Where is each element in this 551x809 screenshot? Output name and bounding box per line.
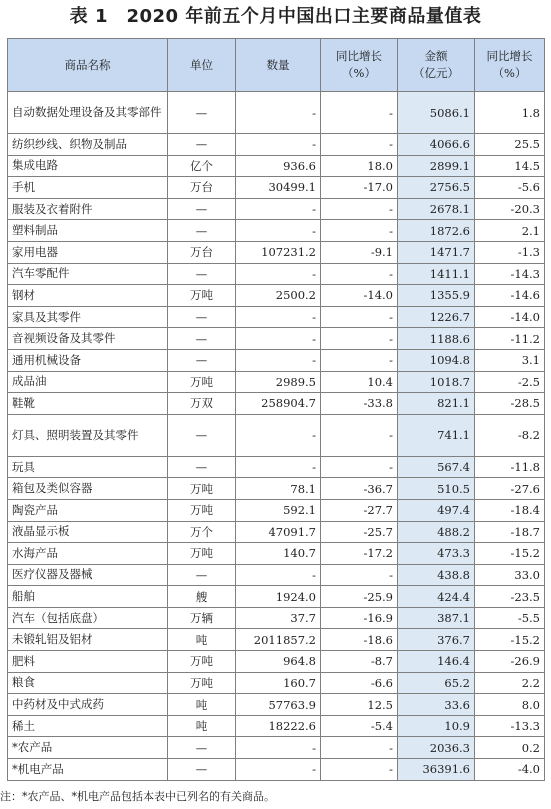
cell-amount: 1872.6 [398, 220, 475, 242]
cell-qty-growth: -5.4 [321, 715, 398, 737]
cell-amount: 510.5 [398, 478, 475, 500]
cell-unit: 吨 [168, 694, 236, 716]
table-row [8, 543, 545, 565]
cell-name: 鞋靴 [8, 393, 168, 415]
cell-quantity: 592.1 [236, 499, 321, 521]
table-row [8, 651, 545, 673]
table-row [8, 694, 545, 716]
table-row [8, 241, 545, 263]
cell-amt-growth: -15.2 [475, 629, 545, 651]
cell-amt-growth: -26.9 [475, 651, 545, 673]
cell-qty-growth: - [321, 134, 398, 156]
cell-quantity: 936.6 [236, 155, 321, 177]
cell-unit: — [168, 414, 236, 456]
cell-unit: — [168, 456, 236, 478]
cell-amt-growth: -27.6 [475, 478, 545, 500]
table-body [8, 92, 545, 781]
cell-amt-growth: 25.5 [475, 134, 545, 156]
cell-qty-growth: - [321, 564, 398, 586]
cell-amt-growth: -14.3 [475, 263, 545, 285]
cell-qty-growth: - [321, 414, 398, 456]
cell-qty-growth: - [321, 737, 398, 759]
cell-amt-growth: -14.0 [475, 306, 545, 328]
cell-quantity: - [236, 198, 321, 220]
cell-name: 玩具 [8, 456, 168, 478]
cell-amount: 1018.7 [398, 371, 475, 393]
table-row [8, 759, 545, 781]
cell-amt-growth: -28.5 [475, 393, 545, 415]
table-row [8, 92, 545, 134]
header-amt-growth [475, 39, 545, 92]
cell-qty-growth: -17.2 [321, 543, 398, 565]
cell-unit: 万吨 [168, 499, 236, 521]
table-row [8, 521, 545, 543]
cell-quantity: 258904.7 [236, 393, 321, 415]
table-row [8, 672, 545, 694]
cell-qty-growth: -14.0 [321, 285, 398, 307]
cell-qty-growth: - [321, 198, 398, 220]
header-qty-growth-line2: （%） [342, 66, 376, 80]
cell-amount: 821.1 [398, 393, 475, 415]
table-row [8, 737, 545, 759]
table-row [8, 134, 545, 156]
cell-amt-growth: -18.7 [475, 521, 545, 543]
cell-qty-growth: - [321, 306, 398, 328]
cell-qty-growth: -27.7 [321, 499, 398, 521]
cell-amount: 376.7 [398, 629, 475, 651]
cell-name: 通用机械设备 [8, 349, 168, 371]
header-amount-line2: （亿元） [413, 66, 459, 80]
cell-quantity: 57763.9 [236, 694, 321, 716]
cell-amount: 4066.6 [398, 134, 475, 156]
table-row [8, 456, 545, 478]
cell-name: 钢材 [8, 285, 168, 307]
cell-quantity: 140.7 [236, 543, 321, 565]
cell-qty-growth: -8.7 [321, 651, 398, 673]
cell-quantity: 78.1 [236, 478, 321, 500]
cell-name: 成品油 [8, 371, 168, 393]
table-row [8, 564, 545, 586]
table-row [8, 393, 545, 415]
table-row [8, 414, 545, 456]
cell-amt-growth: 2.1 [475, 220, 545, 242]
cell-amt-growth: -23.5 [475, 586, 545, 608]
table-row [8, 155, 545, 177]
header-amount [398, 39, 475, 92]
cell-name: 音视频设备及其零件 [8, 328, 168, 350]
cell-qty-growth: -6.6 [321, 672, 398, 694]
cell-quantity: - [236, 306, 321, 328]
cell-unit: 万吨 [168, 651, 236, 673]
table-row [8, 220, 545, 242]
cell-unit: 万吨 [168, 285, 236, 307]
cell-quantity: - [236, 414, 321, 456]
cell-unit: — [168, 349, 236, 371]
cell-quantity: - [236, 759, 321, 781]
cell-qty-growth: - [321, 263, 398, 285]
cell-amount: 497.4 [398, 499, 475, 521]
cell-quantity: - [236, 328, 321, 350]
cell-amt-growth: -4.0 [475, 759, 545, 781]
cell-amount: 2678.1 [398, 198, 475, 220]
cell-amount: 1094.8 [398, 349, 475, 371]
cell-amount: 424.4 [398, 586, 475, 608]
cell-name: 粮食 [8, 672, 168, 694]
cell-name: 中药材及中式成药 [8, 694, 168, 716]
table-row [8, 285, 545, 307]
cell-amount: 2899.1 [398, 155, 475, 177]
cell-amt-growth: -14.6 [475, 285, 545, 307]
cell-qty-growth: -36.7 [321, 478, 398, 500]
cell-quantity: - [236, 349, 321, 371]
cell-qty-growth: - [321, 456, 398, 478]
table-footnote: 注：*农产品、*机电产品包括本表中已列名的有关商品。 [0, 790, 275, 803]
cell-unit: — [168, 759, 236, 781]
cell-quantity: 47091.7 [236, 521, 321, 543]
table-title: 表 1 2020 年前五个月中国出口主要商品量值表 [69, 6, 482, 27]
cell-name: 家用电器 [8, 241, 168, 263]
cell-amount: 10.9 [398, 715, 475, 737]
cell-unit: — [168, 328, 236, 350]
table-row [8, 499, 545, 521]
cell-name: 未锻轧铝及铝材 [8, 629, 168, 651]
table-row [8, 607, 545, 629]
cell-quantity: 18222.6 [236, 715, 321, 737]
cell-amount: 387.1 [398, 607, 475, 629]
cell-name: 船舶 [8, 586, 168, 608]
header-qty-growth-line1: 同比增长 [336, 49, 382, 63]
cell-unit: 万吨 [168, 543, 236, 565]
cell-unit: — [168, 737, 236, 759]
cell-quantity: 1924.0 [236, 586, 321, 608]
cell-amount: 2036.3 [398, 737, 475, 759]
cell-name: 液晶显示板 [8, 521, 168, 543]
cell-qty-growth: 10.4 [321, 371, 398, 393]
cell-quantity: - [236, 564, 321, 586]
cell-qty-growth: -17.0 [321, 177, 398, 199]
cell-amount: 146.4 [398, 651, 475, 673]
cell-qty-growth: - [321, 759, 398, 781]
cell-unit: 艘 [168, 586, 236, 608]
cell-qty-growth: -9.1 [321, 241, 398, 263]
cell-qty-growth: -33.8 [321, 393, 398, 415]
cell-unit: — [168, 134, 236, 156]
table-row [8, 177, 545, 199]
cell-unit: 万双 [168, 393, 236, 415]
cell-qty-growth: 18.0 [321, 155, 398, 177]
cell-unit: 万台 [168, 177, 236, 199]
cell-amount: 1188.6 [398, 328, 475, 350]
header-amount-line1: 金额 [424, 49, 448, 63]
cell-amount: 1226.7 [398, 306, 475, 328]
cell-name: 箱包及类似容器 [8, 478, 168, 500]
cell-name: 汽车（包括底盘） [8, 607, 168, 629]
cell-amt-growth: 1.8 [475, 92, 545, 134]
cell-name: 集成电路 [8, 155, 168, 177]
cell-quantity: - [236, 134, 321, 156]
cell-quantity: 2989.5 [236, 371, 321, 393]
cell-name: 塑料制品 [8, 220, 168, 242]
table-row [8, 263, 545, 285]
cell-name: 医疗仪器及器械 [8, 564, 168, 586]
table-header [8, 39, 545, 92]
table-row [8, 715, 545, 737]
header-amt-growth-line2: （%） [492, 66, 527, 80]
table-row [8, 478, 545, 500]
cell-quantity: 107231.2 [236, 241, 321, 263]
header-name: 商品名称 [8, 39, 168, 92]
table-row [8, 328, 545, 350]
cell-amount: 36391.6 [398, 759, 475, 781]
cell-amount: 33.6 [398, 694, 475, 716]
cell-amount: 741.1 [398, 414, 475, 456]
cell-unit: — [168, 306, 236, 328]
cell-qty-growth: - [321, 328, 398, 350]
header-unit: 单位 [168, 39, 236, 92]
cell-quantity: - [236, 737, 321, 759]
cell-name: *农产品 [8, 737, 168, 759]
cell-qty-growth: - [321, 349, 398, 371]
cell-unit: 万吨 [168, 672, 236, 694]
cell-qty-growth: - [321, 92, 398, 134]
cell-unit: 万辆 [168, 607, 236, 629]
cell-name: 陶瓷产品 [8, 499, 168, 521]
cell-quantity: - [236, 263, 321, 285]
cell-name: 水海产品 [8, 543, 168, 565]
cell-name: 服装及衣着附件 [8, 198, 168, 220]
cell-amt-growth: -20.3 [475, 198, 545, 220]
cell-amount: 1411.1 [398, 263, 475, 285]
cell-unit: 吨 [168, 715, 236, 737]
table-row [8, 198, 545, 220]
cell-amount: 65.2 [398, 672, 475, 694]
cell-amt-growth: -2.5 [475, 371, 545, 393]
table-row [8, 629, 545, 651]
cell-quantity: 2011857.2 [236, 629, 321, 651]
cell-amt-growth: -15.2 [475, 543, 545, 565]
cell-qty-growth: -25.7 [321, 521, 398, 543]
header-qty-growth [321, 39, 398, 92]
cell-name: 肥料 [8, 651, 168, 673]
cell-amount: 438.8 [398, 564, 475, 586]
cell-name: 稀土 [8, 715, 168, 737]
cell-unit: 万吨 [168, 371, 236, 393]
header-amt-growth-line1: 同比增长 [486, 49, 533, 63]
cell-qty-growth: -18.6 [321, 629, 398, 651]
cell-qty-growth: -16.9 [321, 607, 398, 629]
cell-unit: — [168, 220, 236, 242]
cell-amt-growth: 2.2 [475, 672, 545, 694]
cell-quantity: - [236, 220, 321, 242]
cell-amount: 567.4 [398, 456, 475, 478]
cell-unit: 万台 [168, 241, 236, 263]
cell-amt-growth: -11.8 [475, 456, 545, 478]
cell-amt-growth: -13.3 [475, 715, 545, 737]
table-row [8, 586, 545, 608]
cell-name: 家具及其零件 [8, 306, 168, 328]
cell-quantity: - [236, 92, 321, 134]
cell-amt-growth: 8.0 [475, 694, 545, 716]
cell-name: 纺织纱线、织物及制品 [8, 134, 168, 156]
cell-name: 自动数据处理设备及其零部件 [8, 92, 168, 134]
cell-amt-growth: 3.1 [475, 349, 545, 371]
cell-unit: 吨 [168, 629, 236, 651]
cell-unit: 亿个 [168, 155, 236, 177]
cell-name: 灯具、照明装置及其零件 [8, 414, 168, 456]
cell-qty-growth: 12.5 [321, 694, 398, 716]
cell-amount: 488.2 [398, 521, 475, 543]
cell-name: *机电产品 [8, 759, 168, 781]
cell-amount: 5086.1 [398, 92, 475, 134]
cell-quantity: 2500.2 [236, 285, 321, 307]
cell-unit: 万吨 [168, 478, 236, 500]
cell-amount: 473.3 [398, 543, 475, 565]
cell-name: 手机 [8, 177, 168, 199]
cell-unit: — [168, 198, 236, 220]
cell-unit: 万个 [168, 521, 236, 543]
cell-quantity: 160.7 [236, 672, 321, 694]
cell-qty-growth: - [321, 220, 398, 242]
cell-amt-growth: -8.2 [475, 414, 545, 456]
table-row [8, 306, 545, 328]
cell-amt-growth: -11.2 [475, 328, 545, 350]
cell-unit: — [168, 92, 236, 134]
cell-amt-growth: -5.5 [475, 607, 545, 629]
cell-quantity: 37.7 [236, 607, 321, 629]
cell-name: 汽车零配件 [8, 263, 168, 285]
cell-unit: — [168, 564, 236, 586]
table-row [8, 349, 545, 371]
cell-amt-growth: -18.4 [475, 499, 545, 521]
cell-amount: 1471.7 [398, 241, 475, 263]
cell-quantity: - [236, 456, 321, 478]
cell-qty-growth: -25.9 [321, 586, 398, 608]
cell-amt-growth: 14.5 [475, 155, 545, 177]
cell-quantity: 964.8 [236, 651, 321, 673]
cell-amt-growth: 33.0 [475, 564, 545, 586]
export-commodity-table [7, 38, 545, 781]
cell-amt-growth: 0.2 [475, 737, 545, 759]
header-quantity: 数量 [236, 39, 321, 92]
cell-amount: 1355.9 [398, 285, 475, 307]
cell-amt-growth: -1.3 [475, 241, 545, 263]
cell-quantity: 30499.1 [236, 177, 321, 199]
cell-amount: 2756.5 [398, 177, 475, 199]
table-row [8, 371, 545, 393]
cell-amt-growth: -5.6 [475, 177, 545, 199]
cell-unit: — [168, 263, 236, 285]
